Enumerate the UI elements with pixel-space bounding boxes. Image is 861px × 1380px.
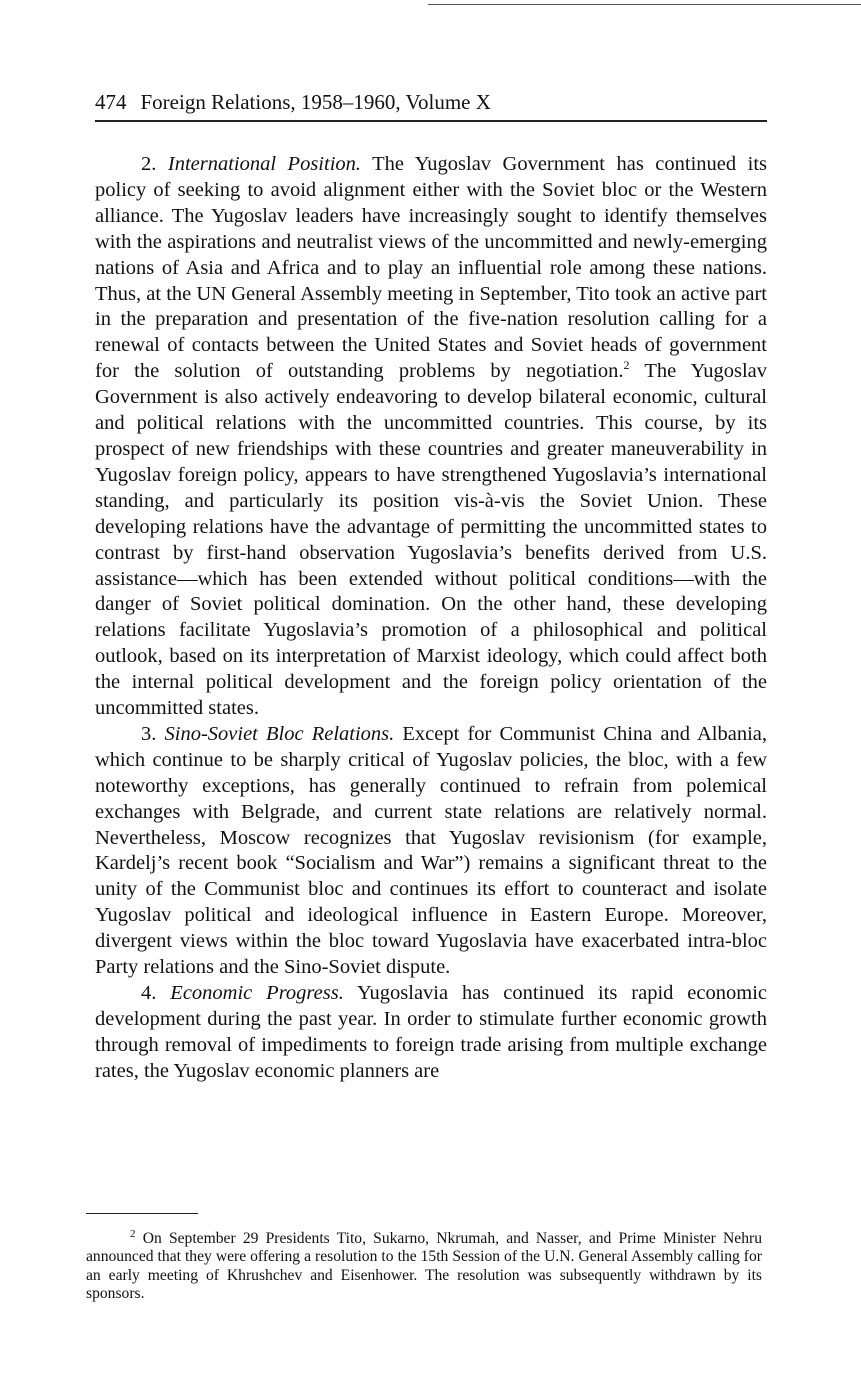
- main-text: [95, 152, 767, 1085]
- paragraph-economic-progress: [95, 981, 767, 1085]
- footnote-marker: 2: [130, 1227, 136, 1240]
- paragraph-number: 2.: [141, 153, 157, 175]
- paragraph-number: 4.: [141, 982, 157, 1004]
- footnote-reference[interactable]: 2: [623, 358, 630, 373]
- paragraph-text: The Yugoslav Government has continued its policy of seeking to avoid alignment either with the Soviet bloc or the Western alliance. The Yugoslav leaders have increasingly sought to identify themselves with the aspirations and neutralist views of the uncommitted and newly-emerging nations of Asia and Africa and to play an influential role among these nations. Thus, at the UN General Assembly meeting in September, Tito took an active part in the preparation and presentation of the five-nation resolution calling for a renewal of contacts between the United States and Soviet heads of government for the solution of outstanding problems by negotiation.: [95, 153, 768, 383]
- page-number: 474: [95, 90, 127, 114]
- paragraph-heading: Economic Progress.: [170, 982, 344, 1004]
- footnote: [86, 1227, 762, 1304]
- footnote-text: On September 29 Presidents Tito, Sukarno, Nkrumah, and Nasser, and Prime Minister Nehru announced that they were offering a resolution to the 15th Session of the U.N. General Assembly calling for an early meeting of Khrushchev and Eisenhower. The resolution was subsequently withdrawn by its sponsors.: [86, 1230, 762, 1303]
- paragraph-number: 3.: [141, 722, 157, 745]
- running-title: Foreign Relations, 1958–1960, Volume X: [140, 90, 491, 114]
- paragraph-text-continued: The Yugoslav Government is also actively endeavoring to develop bilateral economic, cultural and political relations with the uncommitted countries. This course, by its prospect of new friendships with these countries and greater maneuverability in Yugoslav foreign policy, appears to have strengthened Yugoslavia’s international standing, and particularly its position vis-à-vis the Soviet Union. These developing relations have the advantage of permitting the uncommitted states to contrast by first-hand observation Yugoslavia’s benefits derived from U.S. assistance—which has been extended without political conditions—with the danger of Soviet political domination. On the other hand, these developing relations facilitate Yugoslavia’s promotion of a philosophical and political outlook, based on its interpretation of Marxist ideology, which could affect both the internal political development and the foreign policy orientation of the uncommitted states.: [95, 360, 767, 720]
- footnote-separator: [86, 1213, 198, 1214]
- paragraph-heading: International Position.: [167, 153, 362, 175]
- paragraph-text: Yugoslavia has continued its rapid economic development during the past year. In order to stimulate further economic growth through removal of impediments to foreign trade arising from multiple exchange rates, the Yugoslav economic planners are: [95, 982, 767, 1082]
- paragraph-heading: Sino-Soviet Bloc Relations.: [164, 722, 395, 745]
- top-edge-rule: [428, 4, 861, 5]
- running-header: [95, 88, 767, 122]
- paragraph-international-position: [95, 152, 767, 722]
- paragraph-text: Except for Communist China and Albania, which continue to be sharply critical of Yugoslav policies, the bloc, with a few noteworthy exceptions, has generally continued to refrain from polemical exchanges with Belgrade, and current state relations are relatively normal. Nevertheless, Moscow recognizes that Yugoslav revisionism (for example, Kardelj’s recent book “Socialism and War”) remains a significant threat to the unity of the Communist bloc and continues its effort to counteract and isolate Yugoslav political and ideological influence in Eastern Europe. Moreover, divergent views within the bloc toward Yugoslavia have exacerbated intra-bloc Party relations and the Sino-Soviet dispute.: [95, 722, 768, 979]
- paragraph-sino-soviet-bloc-relations: [95, 722, 767, 981]
